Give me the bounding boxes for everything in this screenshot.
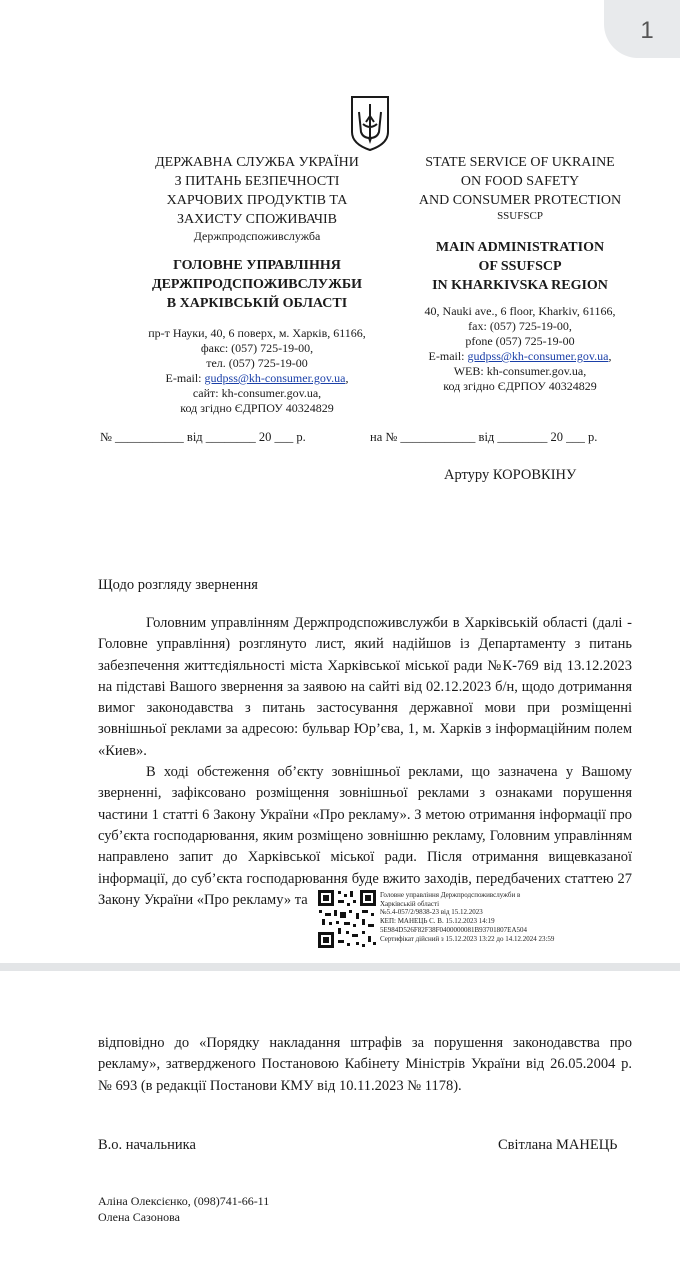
signatory-position: В.о. начальника [98, 1137, 196, 1153]
admin-name-ua-line3: В ХАРКІВСЬКІЙ ОБЛАСТІ [166, 296, 348, 311]
email-row-ua [92, 371, 422, 386]
admin-name-ua-line1: ГОЛОВНЕ УПРАВЛІННЯ [173, 258, 341, 273]
address-ua: пр-т Науки, 40, 6 поверх, м. Харків, 61166, [148, 326, 366, 340]
email-link-ua[interactable]: gudpss@kh-consumer.gov.ua [204, 371, 346, 385]
registration-number-line: № ___________ від ________ 20 ___ р. [100, 430, 306, 444]
agency-short-en: SSUFSCP [497, 210, 543, 222]
phone-ua: тел. (057) 725-19-00 [206, 356, 308, 370]
admin-name-en-line3: IN KHARKIVSKA REGION [432, 278, 608, 293]
electronic-signature-stamp [380, 891, 640, 943]
fax-en: fax: (057) 725-19-00, [468, 319, 572, 333]
web-en: WEB: kh-consumer.gov.ua, [453, 364, 587, 378]
reference-number-line: на № ____________ від ________ 20 ___ р. [370, 430, 598, 444]
stamp-line: КЕП: МАНЕЦЬ С. В. 15.12.2023 14:19 [380, 917, 495, 926]
signatory-name: Світлана МАНЕЦЬ [498, 1137, 618, 1153]
agency-name-ua-line3: ХАРЧОВИХ ПРОДУКТІВ ТА [166, 193, 348, 208]
page-number-badge: 1 [604, 0, 680, 58]
agency-short-ua: Держпродспоживслужба [193, 229, 321, 243]
agency-name-ua-line2: З ПИТАНЬ БЕЗПЕЧНОСТІ [174, 174, 340, 189]
edrpou-ua: код згідно ЄДРПОУ 40324829 [180, 401, 334, 415]
ukraine-coat-of-arms-icon [349, 94, 391, 152]
email-label-ua: E-mail: [165, 371, 205, 385]
email-label-en: E-mail: [428, 349, 468, 363]
edrpou-en: код згідно ЄДРПОУ 40324829 [443, 379, 597, 393]
email-suffix-ua: , [345, 371, 349, 385]
email-suffix-en: , [608, 349, 612, 363]
header-ua [92, 153, 422, 416]
addressee: Артуру КОРОВКІНУ [444, 467, 577, 483]
email-link-en[interactable]: gudpss@kh-consumer.gov.ua [467, 349, 609, 363]
header-en [410, 153, 630, 394]
admin-name-en-line2: OF SSUFSCP [478, 259, 562, 274]
stamp-line: Сертифікат дійсний з 15.12.2023 13:22 до 14.12.2024 23:59 [380, 934, 555, 943]
letter-body [98, 613, 632, 911]
stamp-line: №5.4-057/2/9838-23 від 15.12.2023 [380, 908, 483, 917]
agency-name-ua-line4: ЗАХИСТУ СПОЖИВАЧІВ [176, 212, 338, 227]
executor-contacts [98, 1193, 269, 1225]
contact-line: Олена Сазонова [98, 1210, 180, 1224]
body-paragraph: В ході обстеження об’єкту зовнішньої реклами, що зазначена у Вашому зверненні, зафіксовано розміщення зовнішньої реклами з ознаками порушення частини 1 статті 6 Закону України «Про рекламу». З метою отримання інформації про суб’єкта господарювання, яким розміщено зовнішню рекламу, Головним управлінням направлено запит до Харківської міської ради. Після отримання вищевказаної інформації, до суб’єкта господарювання буде вжито заходів, передбачених статтею 27 Закону України «Про рекламу» та [98, 764, 632, 908]
letter-body-continuation [98, 1033, 632, 1097]
qr-code [316, 888, 378, 950]
stamp-line: Харківській області [380, 899, 440, 908]
admin-name-en-line1: MAIN ADMINISTRATION [435, 240, 605, 255]
address-en: 40, Nauki ave., 6 floor, Kharkiv, 61166, [424, 304, 616, 318]
contact-line: Аліна Олексієнко, (098)741-66-11 [98, 1194, 270, 1208]
stamp-line: 5E984D526F82F38F0400000081B93701807EA504 [380, 925, 528, 934]
agency-name-en-line1: STATE SERVICE OF UKRAINE [425, 155, 615, 170]
agency-name-en-line3: AND CONSUMER PROTECTION [418, 193, 622, 208]
agency-name-en-line2: ON FOOD SAFETY [460, 174, 580, 189]
body-paragraph: відповідно до «Порядку накладання штрафів за порушення законодавства про рекламу», затвердженого Постановою Кабінету Міністрів України від 26.05.2004 р. № 693 (в редакції Постанови КМУ від 10.11.2023 № 1178). [98, 1035, 632, 1094]
agency-name-ua-line1: ДЕРЖАВНА СЛУЖБА УКРАЇНИ [155, 155, 359, 170]
stamp-line: Головне управління Держпродспоживслужби в [380, 891, 521, 899]
fax-ua: факс: (057) 725-19-00, [200, 341, 314, 355]
phone-en: pfone (057) 725-19-00 [465, 334, 575, 348]
page-break-divider [0, 963, 680, 971]
admin-name-ua-line2: ДЕРЖПРОДСПОЖИВСЛУЖБИ [151, 277, 363, 292]
email-row-en [410, 349, 630, 364]
body-paragraph: Головним управлінням Держпродспоживслужби в Харківській області (далі - Головне управління) розглянуто лист, який надійшов із Департаменту з питань забезпечення життєдіяльності міста Харківської міської ради №К-769 від 13.12.2023 на підставі Вашого звернення за заявою на сайті від 02.12.2023 б/н, щодо дотримання вимог законодавства з питань застосування державної мови при розміщенні зовнішньої реклами за адресою: бульвар Юр’єва, 1, м. Харків з інформаційним полем «Киев». [98, 615, 632, 759]
subject-line: Щодо розгляду звернення [98, 577, 258, 593]
site-ua: сайт: kh-consumer.gov.ua, [192, 386, 322, 400]
